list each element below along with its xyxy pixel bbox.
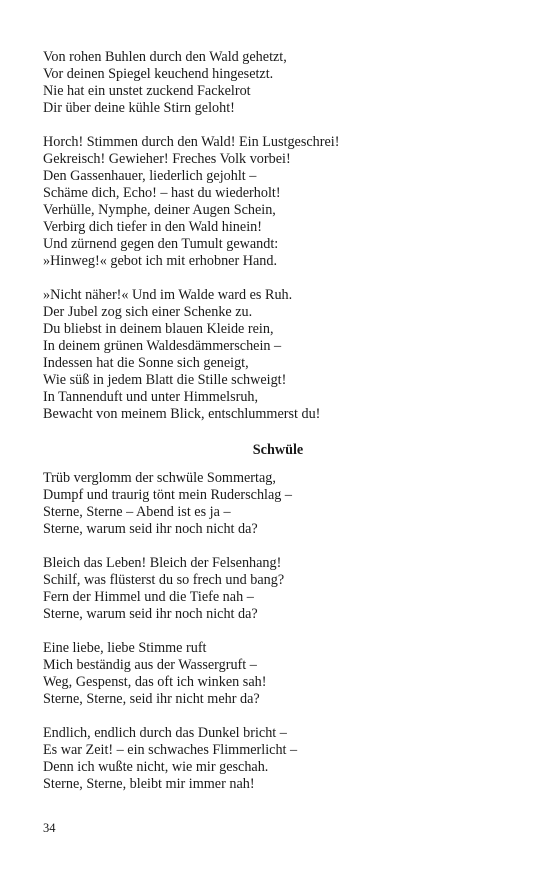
verse-line: Verbirg dich tiefer in den Wald hinein! bbox=[43, 219, 262, 235]
page-body bbox=[43, 49, 513, 810]
verse-line: Dir über deine kühle Stirn geloht! bbox=[43, 100, 235, 116]
stanza bbox=[43, 640, 513, 708]
verse-line: Eine liebe, liebe Stimme ruft bbox=[43, 640, 207, 656]
verse-line: Bewacht von meinem Blick, entschlummerst du! bbox=[43, 406, 321, 422]
verse-line: In Tannenduft und unter Himmelsruh, bbox=[43, 389, 259, 405]
stanza bbox=[43, 555, 513, 623]
verse-line: Du bliebst in deinem blauen Kleide rein, bbox=[43, 321, 274, 337]
verse-line: Sterne, Sterne, bleibt mir immer nah! bbox=[43, 776, 255, 792]
verse-line: Sterne, warum seid ihr noch nicht da? bbox=[43, 521, 258, 537]
verse-line: Sterne, Sterne – Abend ist es ja – bbox=[43, 504, 231, 520]
verse-line: »Hinweg!« gebot ich mit erhobner Hand. bbox=[43, 253, 278, 269]
verse-line: Sterne, warum seid ihr noch nicht da? bbox=[43, 606, 258, 622]
verse-line: Trüb verglomm der schwüle Sommertag, bbox=[43, 470, 276, 486]
verse-line: Nie hat ein unstet zuckend Fackelrot bbox=[43, 83, 251, 99]
verse-line: Der Jubel zog sich einer Schenke zu. bbox=[43, 304, 253, 320]
stanza bbox=[43, 287, 513, 423]
verse-line: Mich beständig aus der Wassergruft – bbox=[43, 657, 257, 673]
verse-line: Gekreisch! Gewieher! Freches Volk vorbei! bbox=[43, 151, 291, 167]
verse-line: Schilf, was flüsterst du so frech und bang? bbox=[43, 572, 285, 588]
verse-line: Fern der Himmel und die Tiefe nah – bbox=[43, 589, 254, 605]
verse-line: Bleich das Leben! Bleich der Felsenhang! bbox=[43, 555, 282, 571]
poem-1 bbox=[43, 49, 513, 423]
verse-line: Indessen hat die Sonne sich geneigt, bbox=[43, 355, 249, 371]
verse-line: Endlich, endlich durch das Dunkel bricht – bbox=[43, 725, 287, 741]
stanza bbox=[43, 470, 513, 538]
stanza bbox=[43, 725, 513, 793]
verse-line: Und zürnend gegen den Tumult gewandt: bbox=[43, 236, 279, 252]
verse-line: Verhülle, Nymphe, deiner Augen Schein, bbox=[43, 202, 276, 218]
verse-line: Horch! Stimmen durch den Wald! Ein Lustgeschrei! bbox=[43, 134, 340, 150]
page-number: 34 bbox=[43, 821, 56, 835]
verse-line: »Nicht näher!« Und im Walde ward es Ruh. bbox=[43, 287, 293, 303]
verse-line: Vor deinen Spiegel keuchend hingesetzt. bbox=[43, 66, 274, 82]
stanza bbox=[43, 134, 513, 270]
verse-line: Sterne, Sterne, seid ihr nicht mehr da? bbox=[43, 691, 260, 707]
poem-2 bbox=[43, 442, 513, 793]
poem-title: Schwüle bbox=[252, 442, 304, 458]
verse-line: Dumpf und traurig tönt mein Ruderschlag – bbox=[43, 487, 293, 503]
verse-line: Schäme dich, Echo! – hast du wiederholt! bbox=[43, 185, 281, 201]
verse-line: Weg, Gespenst, das oft ich winken sah! bbox=[43, 674, 267, 690]
verse-line: Den Gassenhauer, liederlich gejohlt – bbox=[43, 168, 257, 184]
verse-line: Denn ich wußte nicht, wie mir geschah. bbox=[43, 759, 269, 775]
verse-line: Wie süß in jedem Blatt die Stille schweigt! bbox=[43, 372, 287, 388]
verse-line: Von rohen Buhlen durch den Wald gehetzt, bbox=[43, 49, 287, 65]
verse-line: In deinem grünen Waldesdämmerschein – bbox=[43, 338, 282, 354]
verse-line: Es war Zeit! – ein schwaches Flimmerlicht – bbox=[43, 742, 298, 758]
stanza bbox=[43, 49, 513, 117]
